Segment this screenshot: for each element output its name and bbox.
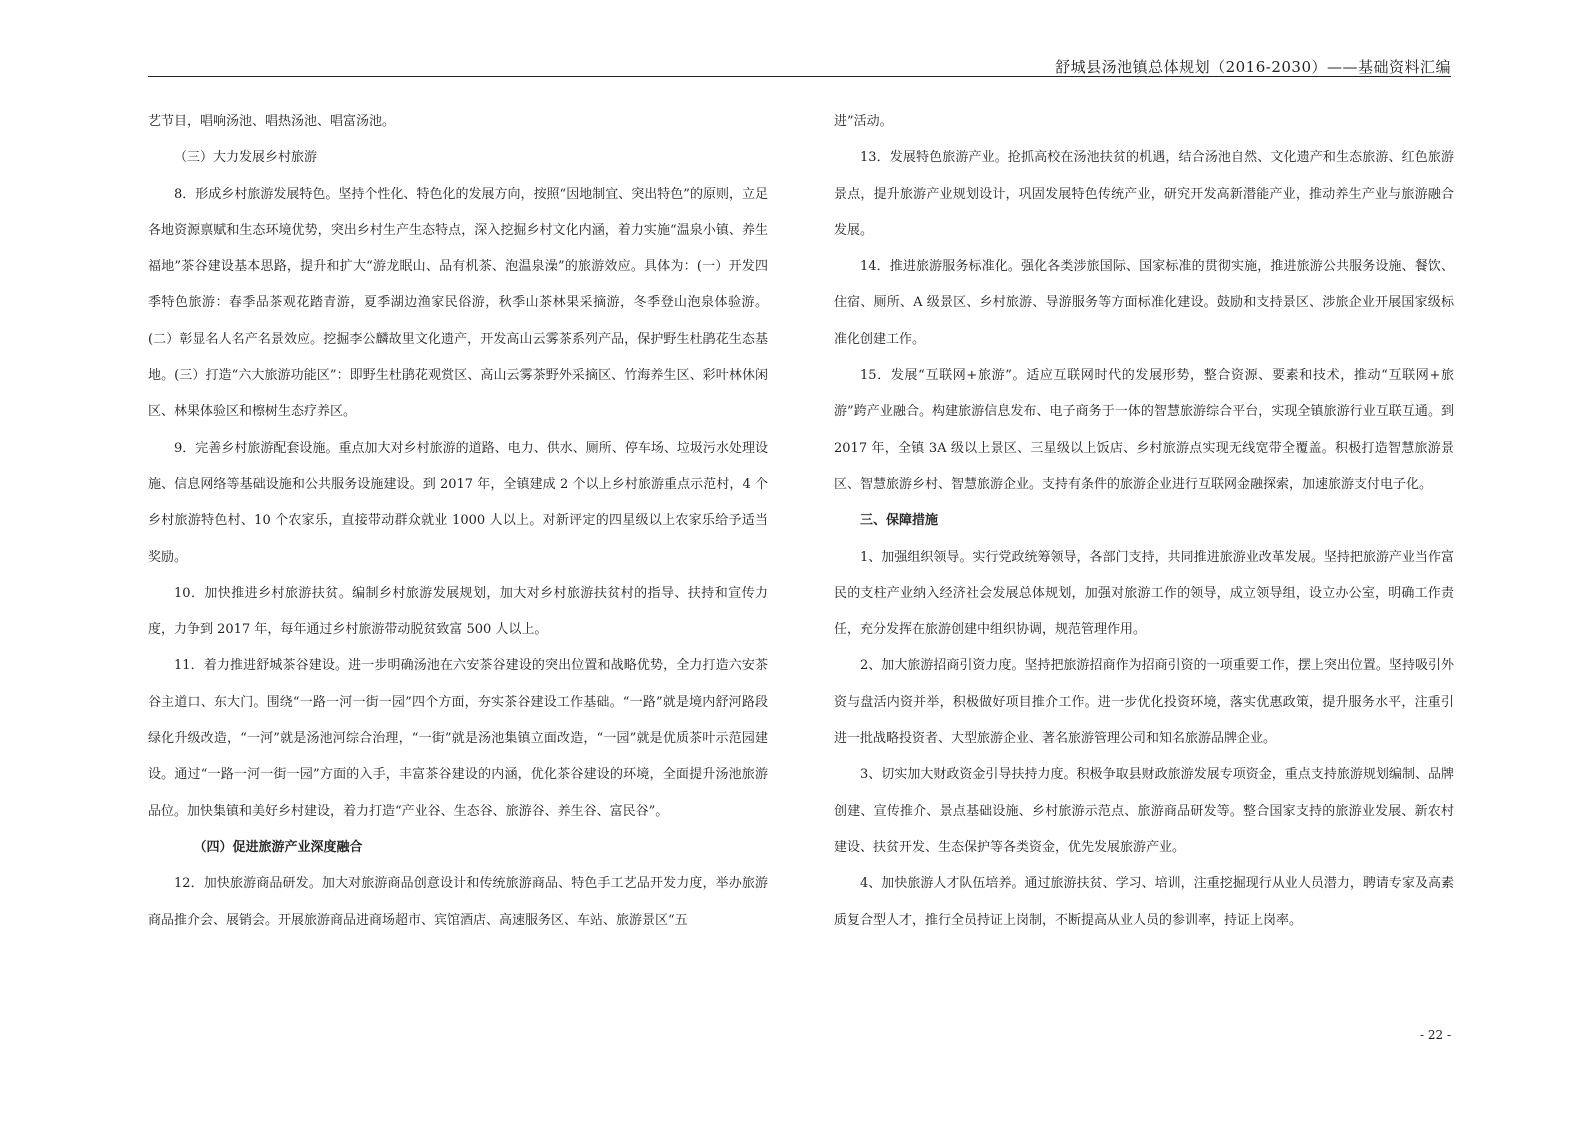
paragraph-8: 8．形成乡村旅游发展特色。坚持个性化、特色化的发展方向，按照“因地制宜、突出特色”的原则，立足各地资源禀赋和生态环境优势，突出乡村生产生态特点，深入挖掘乡村文化内涵，着力实施“温泉小镇、养生福地”茶谷建设基本思路，提升和扩大“游龙眠山、品有机茶、泡温泉澡”的旅游效应。具体为：(一）开发四季特色旅游：春季品茶观花踏青游，夏季湖边渔家民俗游，秋季山茶林果采摘游，冬季登山泡泉体验游。(二）彰显名人名产名景效应。挖掘李公麟故里文化遗产，开发高山云雾茶系列产品，保护野生杜鹃花生态基地。(三）打造“六大旅游功能区”：即野生杜鹃花观赏区、高山云雾茶野外采摘区、竹海养生区、彩叶林休闲区、林果体验区和檫树生态疗养区。	[148, 186, 768, 420]
header-divider	[148, 76, 1451, 77]
paragraph-12-continued: 进”活动。	[834, 114, 893, 129]
paragraph-11: 11．着力推进舒城茶谷建设。进一步明确汤池在六安茶谷建设的突出位置和战略优势，全力打造六安茶谷主道口、东大门。围绕“一路一河一街一园”四个方面，夯实茶谷建设工作基础。“一路”就是境内舒河路段绿化升级改造，“一河”就是汤池河综合治理，“一街”就是汤池集镇立面改造，“一园”就是优质茶叶示范园建设。通过“一路一河一街一园”方面的入手，丰富茶谷建设的内涵，优化茶谷建设的环境，全面提升汤池旅游品位。加快集镇和美好乡村建设，着力打造“产业谷、生态谷、旅游谷、养生谷、富民谷”。	[148, 658, 768, 819]
right-column	[834, 104, 1454, 939]
left-column	[148, 104, 768, 939]
measure-2: 2、加大旅游招商引资力度。坚持把旅游招商作为招商引资的一项重要工作，摆上突出位置。坚持吸引外资与盘活内资并举，积极做好项目推介工作。进一步优化投资环境，落实优惠政策，提升服务水平，注重引进一批战略投资者、大型旅游企业、著名旅游管理公司和知名旅游品牌企业。	[834, 658, 1454, 747]
paragraph-continued: 艺节目，唱响汤池、唱热汤池、唱富汤池。	[148, 114, 396, 129]
paragraph-15: 15．发展“互联网+旅游”。适应互联网时代的发展形势，整合资源、要素和技术，推动“互联网+旅游”跨产业融合。构建旅游信息发布、电子商务于一体的智慧旅游综合平台，实现全镇旅游行业互联互通。到 2017 年，全镇 3A 级以上景区、三星级以上饭店、乡村旅游点实现无线宽带全覆盖。积极打造智慧旅游景区、智慧旅游乡村、智慧旅游企业。支持有条件的旅游企业进行互联网金融探索，加速旅游支付电子化。	[834, 368, 1454, 492]
running-header-title: 舒城县汤池镇总体规划（2016-2030）——基础资料汇编	[1055, 58, 1451, 76]
measure-3: 3、切实加大财政资金引导扶持力度。积极争取县财政旅游发展专项资金，重点支持旅游规划编制、品牌创建、宣传推介、景点基础设施、乡村旅游示范点、旅游商品研发等。整合国家支持的旅游业发展、新农村建设、扶贫开发、生态保护等各类资金，优先发展旅游产业。	[834, 767, 1454, 855]
page-number: - 22 -	[1419, 1028, 1451, 1042]
section-heading-3: （三）大力发展乡村旅游	[174, 150, 318, 166]
paragraph-10: 10．加快推进乡村旅游扶贫。编制乡村旅游发展规划，加大对乡村旅游扶贫村的指导、扶持和宣传力度，力争到 2017 年，每年通过乡村旅游带动脱贫致富 500 人以上。	[148, 585, 768, 638]
paragraph-12: 12．加快旅游商品研发。加大对旅游商品创意设计和传统旅游商品、特色手工艺品开发力度，举办旅游商品推介会、展销会。开展旅游商品进商场超市、宾馆酒店、高速服务区、车站、旅游景区“五	[148, 876, 768, 928]
paragraph-9: 9．完善乡村旅游配套设施。重点加大对乡村旅游的道路、电力、供水、厕所、停车场、垃圾污水处理设施、信息网络等基础设施和公共服务设施建设。到 2017 年，全镇建成 2 个以上乡村旅游重点示范村，4 个乡村旅游特色村、10 个农家乐，直接带动群众就业 1000 人以上。对新评定的四星级以上农家乐给予适当奖励。	[148, 440, 768, 565]
paragraph-14: 14．推进旅游服务标准化。强化各类涉旅国际、国家标准的贯彻实施，推进旅游公共服务设施、餐饮、住宿、厕所、A 级景区、乡村旅游、导游服务等方面标准化建设。鼓励和支持景区、涉旅企业开展国家级标准化创建工作。	[834, 259, 1454, 347]
measure-1: 1、加强组织领导。实行党政统筹领导，各部门支持，共同推进旅游业改革发展。坚持把旅游产业当作富民的支柱产业纳入经济社会发展总体规划，加强对旅游工作的领导，成立领导组，设立办公室，明确工作责任，充分发挥在旅游创建中组织协调，规范管理作用。	[834, 549, 1454, 638]
paragraph-13: 13．发展特色旅游产业。抢抓高校在汤池扶贫的机遇，结合汤池自然、文化遗产和生态旅游、红色旅游景点，提升旅游产业规划设计，巩固发展特色传统产业，研究开发高新潜能产业，推动养生产业与旅游融合发展。	[834, 150, 1454, 238]
section-heading-safeguards: 三、保障措施	[860, 513, 939, 529]
measure-4: 4、加快旅游人才队伍培养。通过旅游扶贫、学习、培训，注重挖掘现行从业人员潜力，聘请专家及高素质复合型人才，推行全员持证上岗制，不断提高从业人员的参训率，持证上岗率。	[834, 876, 1454, 928]
section-heading-4: （四）促进旅游产业深度融合	[193, 839, 363, 855]
